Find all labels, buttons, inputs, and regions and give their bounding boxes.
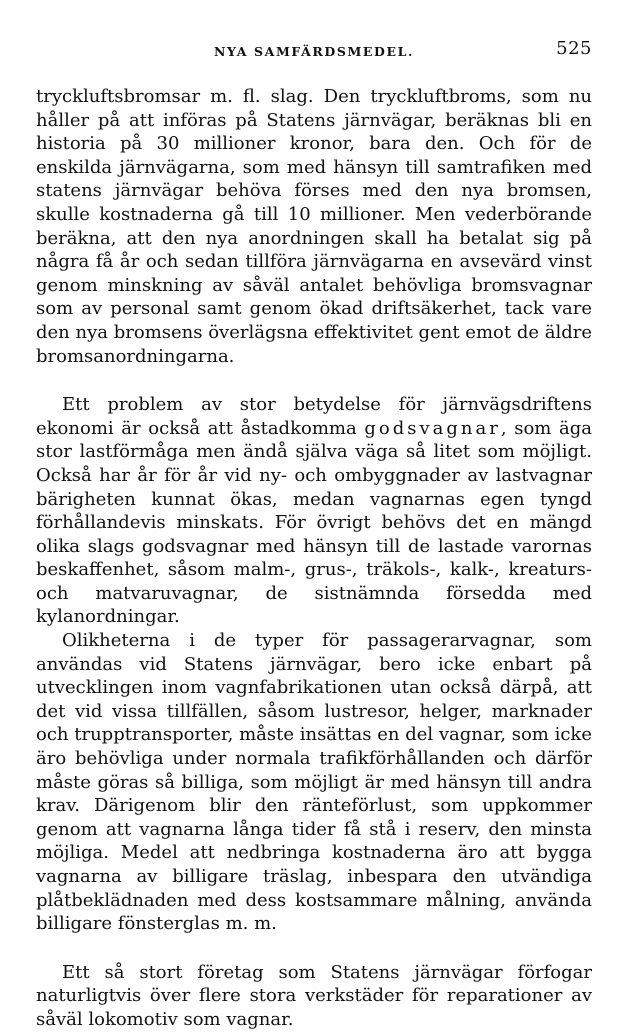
- paragraph-1: tryckluftsbromsar m. fl. slag. Den tryckluftbroms, som nu håller på att införas på Statens järnvägar, beräknas bli en historia på 30 millioner kronor, bara den. Och för de enskilda järnvägarna, som med hänsyn till samtrafiken med statens järnvägar behöva förses med den nya bromsen, skulle kostnaderna gå till 10 millioner. Men vederbörande beräkna, att den nya anordningen skall ha betalat sig på några få år och sedan tillföra järnvägarna en avsevärd vinst genom minskning av såväl antalet behövliga bromsvagnar som av personal samt genom ökad driftsäkerhet, tack vare den nya bromsens överlägsna effektivitet gent emot de äldre bromsanordningarna.: [36, 86, 592, 367]
- emphasized-term: godsvagnar: [364, 417, 501, 439]
- paragraph-4: Ett så stort företag som Statens järnvägar förfogar naturligtvis över flere stora verkstäder för reparationer av såväl lokomotiv som vagnar.: [36, 961, 592, 1030]
- running-title: NYA SAMFÄRDSMEDEL.: [214, 44, 414, 59]
- paragraph-2: [36, 393, 592, 629]
- page-header: [36, 38, 592, 66]
- paragraph-3: Olikheterna i de typer för passagerarvagnar, som användas vid Statens järnvägar, bero icke enbart på utvecklingen inom vagnfabrikationen utan också därpå, att det vid vissa tillfällen, såsom lustresor, helger, marknader och trupptransporter, måste insättas en del vagnar, som icke äro behövliga under normala trafikförhållanden och därför måste göras så billiga, som möjligt är med hänsyn till andra krav. Därigenom blir den ränteförlust, som uppkommer genom att vagnarna långa tider få stå i reserv, den minsta möjliga. Medel att nedbringa kostnaderna äro att bygga vagnarna av billigare träslag, inbespara den utvändiga plåtbeklädnaden med dess kostsammare målning, använda billigare fönsterglas m. m.: [36, 630, 592, 935]
- page-number: 525: [556, 38, 592, 59]
- paragraph-2-rest: , som äga stor lastförmåga men ändå själva väga så litet som möjligt. Också har år för år vid ny- och ombyggnader av lastvagnar bärigheten kunnat ökas, medan vagnarnas egen tyngd förhållandevis minskats. För övrigt behövs det en mängd olika slags godsvagnar med hänsyn till de lastade varornas beskaffenhet, såsom malm-, grus-, träkols-, kalk-, kreaturs- och matvaruvagnar, de sistnämnda försedda med kylanordningar.: [36, 417, 592, 628]
- paragraph-2-lead: Ett problem av stor betydelse för järnvägsdriftens ekonomi är också att åstadkomma: [36, 394, 592, 439]
- body-text: [36, 85, 592, 1032]
